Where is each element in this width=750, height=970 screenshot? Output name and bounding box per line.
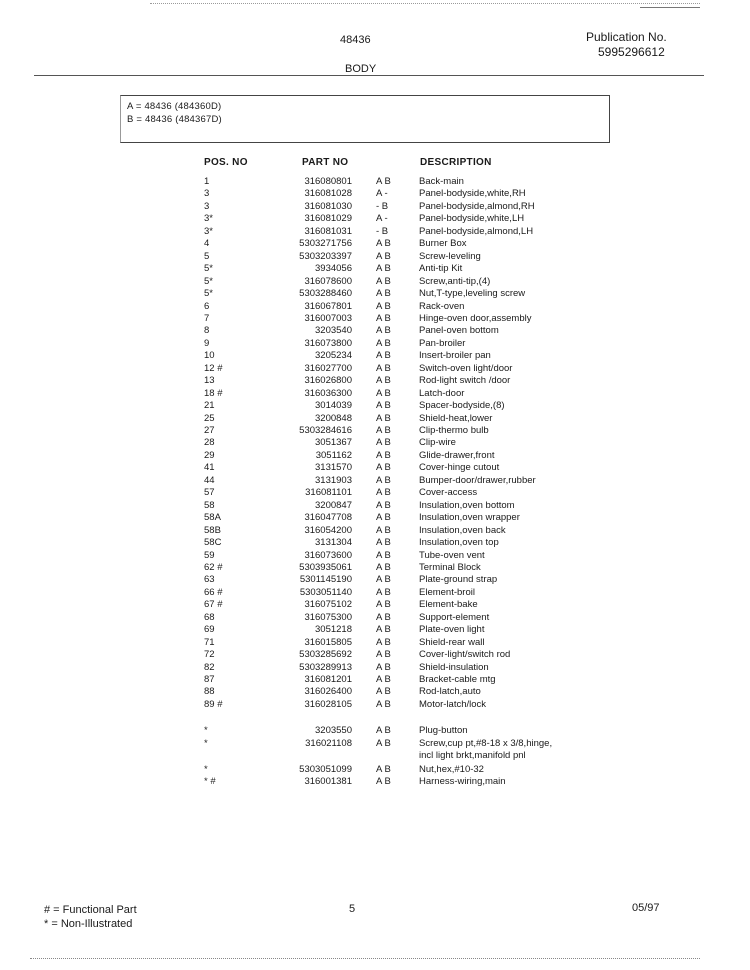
model-code-cell: A - [376, 188, 388, 200]
part-cell: 316026800 [304, 375, 352, 387]
model-code-cell: A B [376, 698, 391, 710]
pos-cell: 71 [204, 636, 215, 648]
model-code-cell: A B [376, 238, 391, 250]
pos-cell: 58C [204, 537, 222, 549]
pos-cell: 68 [204, 611, 215, 623]
description-cell: Insert-broiler pan [419, 350, 491, 362]
table-row [0, 375, 750, 387]
pos-cell: 27 [204, 425, 215, 436]
part-cell: 5303935061 [299, 561, 352, 573]
model-code-cell: A B [376, 350, 391, 362]
model-code-cell: A B [376, 400, 391, 412]
description-cell: Screw,anti-tip,(4) [419, 275, 491, 287]
model-code-cell: A B [376, 725, 391, 736]
table-row [0, 238, 750, 250]
description-cell: Pan-broiler [419, 337, 466, 349]
pos-cell: 59 [204, 549, 215, 561]
pos-cell: 88 [204, 686, 215, 698]
model-code-cell: A B [376, 176, 391, 187]
description-cell: Bumper-door/drawer,rubber [419, 474, 536, 486]
description-cell: Tube-oven vent [419, 549, 485, 561]
description-cell: Insulation,oven top [419, 537, 499, 549]
part-cell: 5301145190 [299, 574, 352, 586]
part-cell: 5303051099 [299, 764, 352, 775]
header-pos-no: POS. NO [204, 157, 248, 168]
part-cell: 3131903 [315, 474, 352, 486]
pos-cell: 13 [204, 375, 215, 387]
table-row [0, 500, 750, 512]
part-cell: 316054200 [304, 524, 352, 536]
pos-cell: 25 [204, 412, 215, 424]
model-code-cell: A B [376, 649, 391, 661]
table-row [0, 325, 750, 337]
description-cell: Support-element [419, 611, 490, 623]
table-row [0, 301, 750, 313]
description-cell: Plug-button [419, 725, 468, 736]
description-cell: Cover-hinge cutout [419, 462, 500, 474]
pos-cell: 41 [204, 462, 215, 474]
part-cell: 316026400 [304, 686, 352, 698]
description-cell: Motor-latch/lock [419, 698, 487, 710]
part-cell: 316067801 [304, 300, 352, 312]
model-code-cell: A B [376, 624, 391, 636]
part-cell: 316021108 [305, 738, 352, 749]
part-cell: 316081201 [304, 674, 352, 685]
description-cell: Spacer-bodyside,(8) [419, 400, 505, 412]
pos-cell: 6 [204, 300, 210, 312]
model-code-cell: A B [376, 312, 391, 324]
description-cell: Shield-heat,lower [419, 412, 493, 424]
pos-cell: 3 [204, 200, 210, 212]
part-cell: 316073600 [304, 549, 352, 561]
model-code-cell: A B [376, 337, 391, 349]
header-description: DESCRIPTION [420, 157, 492, 168]
part-cell: 316075300 [304, 611, 352, 623]
description-cell: Hinge-oven door,assembly [419, 312, 532, 324]
description-cell: Cover-light/switch rod [419, 649, 511, 661]
description-cell: Rack-oven [419, 300, 465, 312]
table-row [0, 776, 750, 788]
description-cell: Panel-bodyside,almond,RH [419, 200, 535, 212]
table-row [0, 612, 750, 624]
pos-cell: 29 [204, 449, 215, 461]
model-code-cell: A B [376, 462, 391, 474]
model-code-cell: A B [376, 549, 391, 561]
table-row [0, 525, 750, 537]
pos-cell: 66 # [204, 586, 223, 598]
pos-cell: 69 [204, 624, 215, 636]
table-row [0, 188, 750, 200]
table-row [0, 437, 750, 449]
table-row [0, 288, 750, 300]
part-cell: 5303285692 [299, 649, 352, 661]
description-cell: Nut,hex,#10-32 [419, 764, 484, 775]
table-row [0, 363, 750, 375]
table-row [0, 674, 750, 686]
pos-cell: 58A [204, 512, 221, 524]
table-row [0, 226, 750, 238]
model-code-cell: A - [376, 213, 388, 225]
part-cell: 3205234 [315, 350, 352, 362]
table-row [0, 562, 750, 574]
description-cell: Plate-ground strap [419, 574, 498, 586]
pos-cell: 5* [204, 288, 213, 300]
model-code-cell: A B [376, 300, 391, 312]
table-row [0, 574, 750, 586]
pos-cell: 28 [204, 437, 215, 449]
part-cell: 5303289913 [299, 661, 352, 673]
part-cell: 316007003 [304, 312, 352, 324]
description-cell: Nut,T-type,leveling screw [419, 288, 526, 300]
part-cell: 316081029 [304, 213, 352, 225]
model-code-cell: A B [376, 437, 391, 449]
pos-cell: * [204, 725, 208, 736]
model-code-cell: A B [376, 764, 391, 775]
part-cell: 3131570 [315, 462, 352, 474]
description-cell: Switch-oven light/door [419, 362, 513, 374]
pos-cell: 5* [204, 275, 213, 287]
description-cell: Shield-rear wall [419, 636, 485, 648]
model-code-cell: A B [376, 661, 391, 673]
pos-cell: 10 [204, 350, 215, 362]
table-row [0, 550, 750, 562]
part-cell: 3203540 [315, 325, 352, 337]
description-cell: incl light brkt,manifold pnl [419, 750, 526, 761]
pos-cell: * # [204, 776, 216, 787]
legend-line-a: A = 48436 (484360D) [127, 101, 222, 112]
header-rule [34, 75, 704, 76]
description-cell: Back-main [419, 176, 464, 187]
pos-cell: 3 [204, 188, 210, 200]
description-cell: Burner Box [419, 238, 467, 250]
description-cell: Screw,cup pt,#8-18 x 3/8,hinge, [419, 738, 553, 749]
section-title: BODY [345, 63, 377, 75]
scan-artifact-top [150, 3, 700, 4]
table-row [0, 413, 750, 425]
model-code-cell: A B [376, 425, 391, 436]
table-row [0, 313, 750, 325]
model-code-cell: A B [376, 275, 391, 287]
model-code-cell: A B [376, 449, 391, 461]
part-cell: 316015805 [304, 636, 352, 648]
description-cell: Clip-wire [419, 437, 456, 449]
description-cell: Cover-access [419, 487, 478, 499]
part-cell: 3131304 [315, 537, 352, 549]
table-row [0, 738, 750, 750]
table-row [0, 400, 750, 412]
table-row [0, 388, 750, 400]
pos-cell: 3* [204, 213, 213, 225]
table-row [0, 276, 750, 288]
table-row [0, 587, 750, 599]
model-code-cell: A B [376, 499, 391, 511]
description-cell: Bracket-cable mtg [419, 674, 496, 685]
description-cell: Shield-insulation [419, 661, 489, 673]
part-cell: 5303203397 [299, 250, 352, 262]
pos-cell: 12 # [204, 362, 223, 374]
description-cell: Glide-drawer,front [419, 449, 495, 461]
description-cell: Panel-bodyside,white,LH [419, 213, 525, 225]
table-row [0, 487, 750, 499]
pos-cell: 1 [204, 176, 210, 187]
part-cell: 316001381 [304, 776, 352, 787]
non-illustrated-note: * = Non-Illustrated [44, 918, 133, 930]
part-cell: 3934056 [315, 263, 352, 275]
pos-cell: 82 [204, 661, 215, 673]
description-cell: Insulation,oven bottom [419, 499, 515, 511]
table-row [0, 725, 750, 737]
description-cell: Panel-bodyside,white,RH [419, 188, 526, 200]
pos-cell: 89 # [204, 698, 223, 710]
pos-cell: 21 [204, 400, 215, 412]
model-code-cell: A B [376, 599, 391, 611]
scan-artifact-top-right [640, 7, 700, 8]
part-cell: 3200847 [315, 499, 352, 511]
pos-cell: 67 # [204, 599, 223, 611]
table-row [0, 176, 750, 188]
functional-part-note: # = Functional Part [44, 904, 137, 916]
model-code-cell: A B [376, 611, 391, 623]
description-cell: Clip-thermo bulb [419, 425, 489, 436]
table-row [0, 425, 750, 437]
part-cell: 316078600 [304, 275, 352, 287]
table-row [0, 450, 750, 462]
publication-label: Publication No. [586, 30, 667, 44]
model-code-cell: A B [376, 561, 391, 573]
description-cell: Plate-oven light [419, 624, 485, 636]
pos-cell: 7 [204, 312, 210, 324]
pos-cell: 18 # [204, 387, 223, 399]
description-cell: Insulation,oven back [419, 524, 506, 536]
model-code-cell: A B [376, 686, 391, 698]
model-code-cell: A B [376, 387, 391, 399]
table-row [0, 251, 750, 263]
model-legend-box [120, 95, 610, 143]
pos-cell: 72 [204, 649, 215, 661]
description-cell: Insulation,oven wrapper [419, 512, 520, 524]
part-cell: 3051218 [315, 624, 352, 636]
part-cell: 316073800 [304, 337, 352, 349]
part-cell: 316075102 [304, 599, 352, 611]
part-cell: 3051162 [315, 449, 352, 461]
table-row [0, 599, 750, 611]
table-row [0, 537, 750, 549]
part-cell: 316081031 [304, 225, 352, 237]
description-cell: Rod-light switch /door [419, 375, 511, 387]
part-cell: 5303288460 [299, 288, 352, 300]
model-code-cell: A B [376, 574, 391, 586]
table-row [0, 462, 750, 474]
description-cell: Element-broil [419, 586, 475, 598]
pos-cell: * [204, 738, 208, 749]
model-code-cell: A B [376, 412, 391, 424]
part-cell: 316028105 [304, 698, 352, 710]
table-row [0, 649, 750, 661]
publication-number: 5995296612 [598, 45, 665, 59]
part-cell: 316036300 [304, 387, 352, 399]
part-cell: 316081101 [305, 487, 352, 499]
part-cell: 5303051140 [299, 586, 352, 598]
pos-cell: 58 [204, 499, 215, 511]
model-code-cell: A B [376, 636, 391, 648]
model-code-cell: - B [376, 200, 389, 212]
model-code-cell: A B [376, 586, 391, 598]
description-cell: Harness-wiring,main [419, 776, 506, 787]
pos-cell: 63 [204, 574, 215, 586]
model-code-cell: A B [376, 362, 391, 374]
part-cell: 316080801 [304, 176, 352, 187]
model-code-cell: A B [376, 738, 391, 749]
model-code-cell: A B [376, 325, 391, 337]
pos-cell: 3* [204, 225, 213, 237]
model-code-cell: A B [376, 250, 391, 262]
header-part-no: PART NO [302, 157, 349, 168]
part-cell: 3203550 [315, 725, 352, 736]
scan-artifact-bottom [30, 958, 700, 959]
page-number: 5 [349, 903, 356, 915]
part-cell: 316047708 [304, 512, 352, 524]
pos-cell: * [204, 764, 208, 775]
description-cell: Rod-latch,auto [419, 686, 481, 698]
part-cell: 316081028 [304, 188, 352, 200]
description-cell: Latch-door [419, 387, 465, 399]
part-cell: 3051367 [315, 437, 352, 449]
table-row-continuation [0, 750, 750, 762]
model-code-cell: A B [376, 776, 391, 787]
pos-cell: 87 [204, 674, 215, 685]
model-code-cell: - B [376, 225, 389, 237]
pos-cell: 5 [204, 250, 210, 262]
model-code-cell: A B [376, 524, 391, 536]
model-code-cell: A B [376, 512, 391, 524]
description-cell: Anti-tip Kit [419, 263, 463, 275]
part-cell: 5303271756 [299, 238, 352, 250]
table-row [0, 699, 750, 711]
pos-cell: 9 [204, 337, 210, 349]
part-cell: 316081030 [304, 200, 352, 212]
model-number: 48436 [340, 34, 371, 46]
table-row [0, 350, 750, 362]
pos-cell: 57 [204, 487, 215, 499]
pos-cell: 5* [204, 263, 213, 275]
description-cell: Terminal Block [419, 561, 481, 573]
pos-cell: 58B [204, 524, 221, 536]
legend-line-b: B = 48436 (484367D) [127, 114, 222, 125]
description-cell: Screw-leveling [419, 250, 481, 262]
table-row [0, 662, 750, 674]
description-cell: Element-bake [419, 599, 478, 611]
table-row [0, 624, 750, 636]
part-cell: 3014039 [315, 400, 352, 412]
model-code-cell: A B [376, 375, 391, 387]
model-code-cell: A B [376, 537, 391, 549]
pos-cell: 8 [204, 325, 210, 337]
table-row [0, 263, 750, 275]
table-row [0, 201, 750, 213]
pos-cell: 44 [204, 474, 215, 486]
model-code-cell: A B [376, 263, 391, 275]
model-code-cell: A B [376, 674, 391, 685]
table-row [0, 764, 750, 776]
part-cell: 3200848 [315, 412, 352, 424]
model-code-cell: A B [376, 288, 391, 300]
table-row [0, 338, 750, 350]
description-cell: Panel-oven bottom [419, 325, 499, 337]
part-cell: 5303284616 [299, 425, 352, 436]
publication-date: 05/97 [632, 902, 660, 914]
table-row [0, 213, 750, 225]
table-row [0, 637, 750, 649]
table-row [0, 475, 750, 487]
pos-cell: 4 [204, 238, 210, 250]
table-row [0, 512, 750, 524]
part-cell: 316027700 [304, 362, 352, 374]
model-code-cell: A B [376, 487, 391, 499]
table-row [0, 686, 750, 698]
description-cell: Panel-bodyside,almond,LH [419, 225, 534, 237]
pos-cell: 62 # [204, 561, 223, 573]
model-code-cell: A B [376, 474, 391, 486]
